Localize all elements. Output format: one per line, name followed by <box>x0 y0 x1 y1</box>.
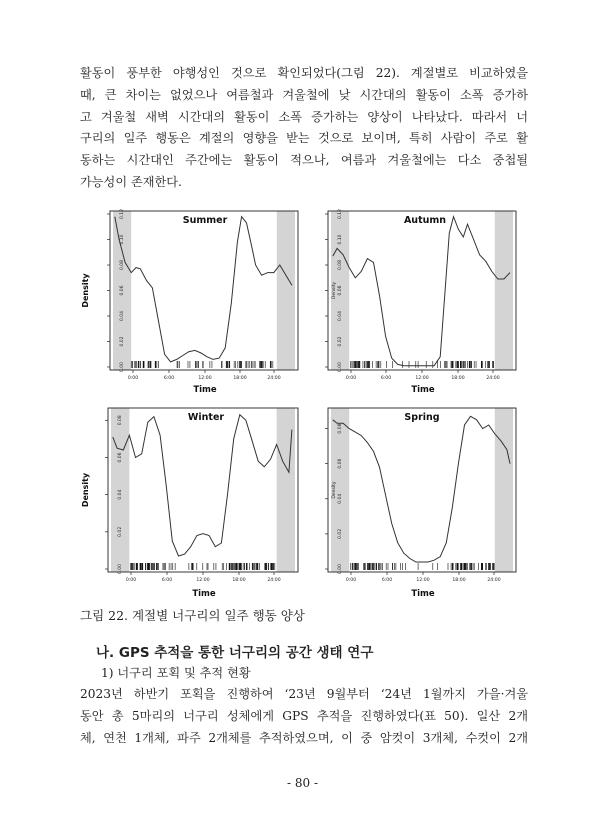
x-tick-label: 24:00 <box>487 578 501 583</box>
section-heading: 나. GPS 추적을 통한 너구리의 공간 생태 연구 <box>96 645 374 661</box>
night-band <box>277 211 295 370</box>
paragraph-2 <box>80 684 528 749</box>
text-line: 동하는 시간대인 주간에는 활동이 적으나, 여름과 겨울철에는 다소 중첩될 <box>80 153 528 168</box>
x-tick-label: 12:00 <box>416 578 430 583</box>
page-number: - 80 - <box>286 776 318 790</box>
x-tick-label: 12:00 <box>198 376 212 381</box>
plot-frame <box>108 408 298 575</box>
x-tick-label: 6:00 <box>161 578 173 583</box>
x-tick-label: 18:00 <box>451 376 465 381</box>
text-line: 가능성이 존재한다. <box>80 174 182 189</box>
rug-ticks <box>131 563 275 570</box>
y-tick-label: 0.00 <box>118 563 123 575</box>
y-tick-label: 0.04 <box>338 310 343 322</box>
rug-ticks <box>131 361 273 368</box>
chart-title: Summer <box>182 215 228 226</box>
x-axis-label: Time <box>411 589 435 599</box>
x-axis-label: Time <box>192 589 216 599</box>
x-tick-label: 6:00 <box>380 376 392 381</box>
y-axis-label: Density <box>332 481 337 499</box>
chart-summer <box>81 209 298 395</box>
night-band <box>495 408 513 572</box>
density-line <box>113 415 292 556</box>
y-tick-label: 0.08 <box>118 415 123 426</box>
y-tick-label: 0.02 <box>338 528 343 539</box>
y-tick-label: 0.10 <box>120 234 125 245</box>
x-tick-label: 0:00 <box>345 376 357 381</box>
text-line: 구리의 일주 행동은 계절의 영향을 받는 것으로 보이며, 특히 사람이 주로 활 <box>80 131 528 146</box>
y-tick-label: 0.08 <box>338 423 343 434</box>
x-tick-label: 6:00 <box>163 376 175 381</box>
night-band <box>495 211 513 370</box>
x-axis-label: Time <box>193 385 217 395</box>
y-tick-label: 0.02 <box>118 526 123 537</box>
x-tick-label: 6:00 <box>381 578 393 583</box>
y-tick-label: 0.06 <box>338 458 343 469</box>
y-tick-label: 0.06 <box>338 285 343 296</box>
x-tick-label: 24:00 <box>486 376 500 381</box>
y-tick-label: 0.00 <box>338 563 343 575</box>
text-line: 때, 큰 차이는 없었으나 여름철과 겨울철에 낮 시간대의 활동이 소폭 증가하 <box>80 87 528 102</box>
density-line <box>115 217 292 362</box>
plot-frame <box>110 208 298 373</box>
density-line <box>333 217 510 366</box>
chart-winter <box>81 408 298 599</box>
y-tick-label: 0.08 <box>120 259 125 271</box>
density-line <box>333 416 510 562</box>
text-line: 고 겨울철 새벽 시간대의 활동이 소폭 증가하는 양상이 나타났다. 따라서 너 <box>80 109 528 124</box>
y-tick-label: 0.10 <box>338 234 343 245</box>
y-tick-label: 0.04 <box>118 489 123 500</box>
rug-ticks <box>350 361 493 368</box>
x-tick-label: 0:00 <box>125 578 137 583</box>
chart-title: Autumn <box>403 215 447 226</box>
y-tick-label: 0.06 <box>120 285 125 296</box>
x-tick-label: 12:00 <box>196 578 210 583</box>
y-tick-label: 0.12 <box>338 208 343 220</box>
y-tick-label: 0.04 <box>338 493 343 504</box>
x-tick-label: 18:00 <box>233 376 247 381</box>
night-band <box>277 408 295 572</box>
rug-ticks <box>351 563 495 570</box>
text-line: 동안 총 5마리의 너구리 성체에게 GPS 추적을 진행하였다(표 50). 일산 2개 <box>80 708 528 723</box>
text-line: 체, 연천 1개체, 파주 2개체를 추적하였으며, 이 중 암컷이 3개체, 수컷이 2개 <box>80 730 528 745</box>
y-tick-label: 0.02 <box>338 336 343 347</box>
y-axis-label: Density <box>81 472 90 508</box>
y-tick-label: 0.00 <box>120 361 125 373</box>
y-tick-label: 0.08 <box>338 259 343 271</box>
y-tick-label: 0.00 <box>338 361 343 373</box>
figure-caption: 그림 22. 계절별 너구리의 일주 행동 양상 <box>80 608 305 623</box>
y-tick-label: 0.02 <box>120 336 125 347</box>
y-tick-label: 0.04 <box>120 310 125 322</box>
plot-frame <box>328 208 516 373</box>
text-line: 2023년 하반기 포획을 진행하여 ‘23년 9월부터 ‘24년 1월까지 가을·겨울 <box>80 687 528 701</box>
chart-autumn <box>325 209 516 395</box>
text-line: 활동이 풍부한 야행성인 것으로 확인되었다(그림 22). 계절별로 비교하였을 <box>80 66 528 80</box>
x-tick-label: 18:00 <box>452 578 466 583</box>
chart-title: Spring <box>404 412 440 423</box>
chart-spring <box>325 408 516 599</box>
y-axis-label: Density <box>81 273 90 308</box>
y-tick-label: 0.06 <box>118 452 123 463</box>
x-tick-label: 18:00 <box>232 578 246 583</box>
x-tick-label: 24:00 <box>267 578 281 583</box>
y-axis-label: Density <box>332 281 337 300</box>
x-tick-label: 0:00 <box>127 376 139 381</box>
x-tick-label: 12:00 <box>415 376 429 381</box>
y-tick-label: 0.12 <box>120 208 125 220</box>
subsection-heading: 1) 너구리 포획 및 추적 현황 <box>101 666 251 680</box>
x-tick-label: 24:00 <box>267 376 281 381</box>
x-axis-label: Time <box>411 385 435 395</box>
chart-title: Winter <box>187 412 225 423</box>
x-tick-label: 0:00 <box>345 578 357 583</box>
